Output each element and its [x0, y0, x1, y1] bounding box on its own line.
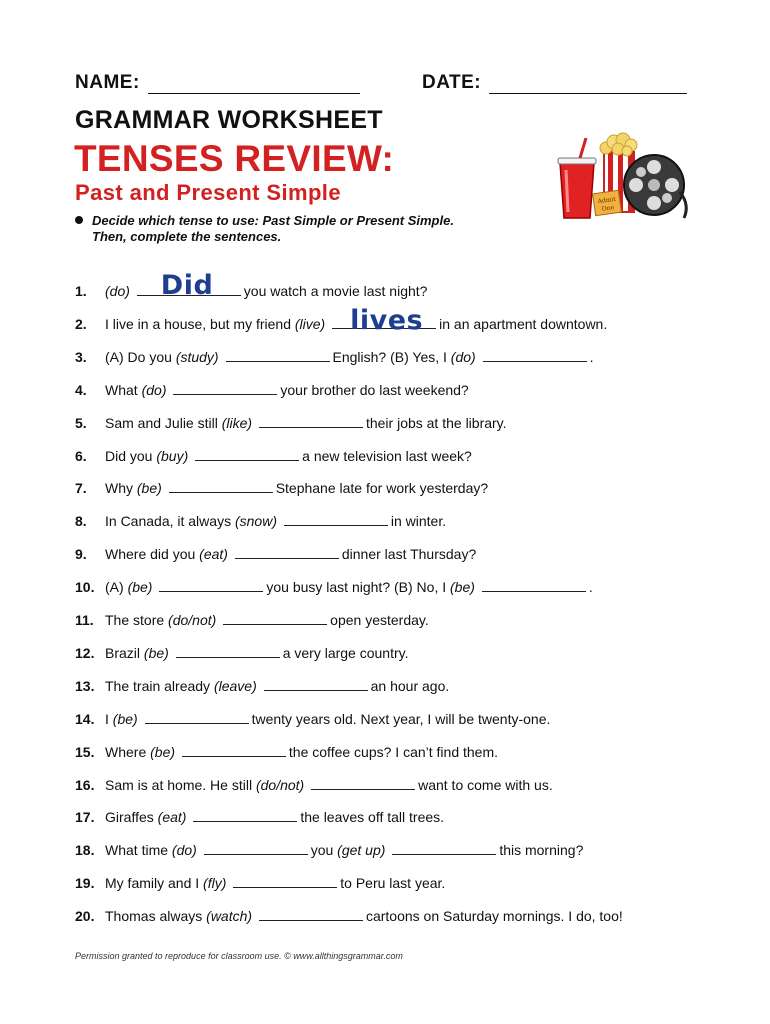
instructions-line-1: Decide which tense to use: Past Simple or Present Simple.: [92, 213, 454, 228]
instructions-line-2: Then, complete the sentences.: [92, 229, 282, 244]
question-row: [75, 477, 488, 499]
question-number: 10.: [75, 579, 95, 596]
question-text: their jobs at the library.: [365, 414, 507, 431]
question-row: [75, 543, 476, 565]
date-label: DATE:: [422, 72, 482, 93]
question-row: [75, 839, 583, 861]
question-text: (A): [105, 579, 124, 596]
question-text: you busy last night? (B) No, I: [266, 579, 447, 596]
question-text: Brazil: [105, 644, 141, 661]
question-row: [75, 675, 449, 697]
question-row: [75, 642, 409, 664]
verb-hint: (be): [136, 480, 162, 497]
question-number: 1.: [75, 283, 87, 299]
verb-hint: (do/not): [168, 612, 217, 628]
verb-hint: (watch): [206, 908, 253, 925]
answer-blank[interactable]: [483, 347, 587, 362]
question-text: this morning?: [499, 842, 584, 859]
question-row: [75, 741, 498, 763]
question-row: [75, 576, 593, 598]
date-field: [422, 72, 687, 94]
question-number: 8.: [75, 513, 87, 530]
question-text: you: [310, 842, 334, 859]
question-text: Where: [105, 743, 147, 760]
question-text: My family and I: [105, 875, 200, 892]
question-number: 14.: [75, 710, 95, 727]
question-text: you watch a movie last night?: [243, 283, 428, 299]
soda-cup-icon: [558, 138, 596, 218]
verb-hint: (like): [221, 414, 253, 431]
worksheet-title: GRAMMAR WORKSHEET: [75, 106, 383, 134]
answer-blank[interactable]: [169, 478, 273, 493]
question-text: Where did you: [105, 546, 196, 563]
question-text: want to come with us.: [418, 776, 553, 793]
question-row: [75, 872, 445, 894]
question-text: Thomas always: [105, 908, 203, 925]
question-row: [75, 379, 469, 401]
date-line[interactable]: [489, 75, 687, 94]
answer-blank[interactable]: [264, 676, 368, 691]
verb-hint: (do): [105, 283, 130, 299]
verb-hint: (get up): [337, 842, 386, 859]
question-text: Why: [105, 480, 133, 497]
verb-hint: (do/not): [255, 776, 305, 793]
question-number: 18.: [75, 842, 95, 859]
verb-hint: (study): [175, 348, 219, 365]
question-number: 2.: [75, 315, 87, 332]
verb-hint: (snow): [234, 513, 277, 530]
question-number: 16.: [75, 776, 95, 793]
verb-hint: (fly): [203, 875, 227, 892]
question-text: .: [589, 348, 594, 365]
question-text: The store: [105, 612, 165, 628]
question-text: Sam and Julie still: [105, 414, 218, 431]
question-row: [75, 270, 428, 302]
answer-blank[interactable]: [233, 873, 337, 888]
answer-blank[interactable]: [195, 446, 299, 461]
answer-blank[interactable]: [204, 840, 308, 855]
question-text: The train already: [105, 677, 211, 694]
question-text: Did you: [105, 447, 153, 464]
question-text: .: [588, 579, 593, 596]
question-text: Stephane late for work yesterday?: [275, 480, 489, 497]
answer-blank[interactable]: [284, 511, 388, 526]
answer-blank[interactable]: [259, 906, 363, 921]
question-text: your brother do last weekend?: [280, 381, 469, 398]
verb-hint: (live): [294, 315, 326, 332]
question-text: the coffee cups? I can’t find them.: [288, 743, 499, 760]
answer-blank[interactable]: [482, 577, 586, 592]
verb-hint: (be): [143, 644, 169, 661]
verb-hint: (eat): [199, 546, 228, 563]
question-number: 6.: [75, 447, 87, 464]
answer-blank[interactable]: [223, 610, 327, 625]
movie-snacks-illustration: [552, 130, 692, 230]
answer-blank[interactable]: [259, 413, 363, 428]
answer-blank[interactable]: [159, 577, 263, 592]
question-number: 7.: [75, 480, 87, 497]
question-text: in winter.: [390, 513, 447, 530]
verb-hint: (be): [150, 743, 176, 760]
question-text: What time: [105, 842, 169, 859]
question-text: in an apartment downtown.: [439, 315, 608, 332]
question-row: [75, 445, 472, 467]
question-row: [75, 806, 444, 828]
verb-hint: (do): [171, 842, 197, 859]
question-text: I: [105, 710, 109, 727]
question-number: 5.: [75, 414, 87, 431]
main-title: TENSES REVIEW:: [74, 138, 395, 179]
answer-blank[interactable]: [392, 840, 496, 855]
question-number: 17.: [75, 809, 95, 826]
question-number: 20.: [75, 908, 95, 925]
verb-hint: (do): [141, 381, 167, 398]
verb-hint: (be): [127, 579, 153, 596]
subtitle: Past and Present Simple: [75, 180, 341, 205]
ticket-icon: [593, 190, 622, 215]
bullet-icon: [75, 216, 83, 224]
question-text: In Canada, it always: [105, 513, 232, 530]
question-row: [75, 609, 429, 631]
question-text: Giraffes: [105, 809, 154, 826]
ticket-text-1: Admit: [597, 195, 617, 206]
question-row: [75, 510, 446, 532]
question-text: I live in a house, but my friend: [105, 315, 291, 332]
question-number: 11.: [75, 612, 94, 628]
question-row: [75, 905, 623, 927]
question-text: a very large country.: [282, 644, 409, 661]
question-text: What: [105, 381, 138, 398]
question-number: 15.: [75, 743, 95, 760]
question-number: 9.: [75, 546, 87, 563]
answer-blank[interactable]: [137, 270, 241, 301]
header-row: [75, 72, 695, 102]
handwritten-answer: Did: [160, 270, 214, 301]
verb-hint: (buy): [156, 447, 189, 464]
question-row: [75, 774, 553, 796]
handwritten-answer: lives: [350, 304, 424, 336]
question-number: 4.: [75, 381, 87, 398]
question-number: 12.: [75, 644, 95, 661]
question-text: an hour ago.: [370, 677, 450, 694]
name-line[interactable]: [148, 75, 360, 94]
question-text: (A) Do you: [105, 348, 172, 365]
answer-blank[interactable]: [332, 304, 436, 336]
question-number: 13.: [75, 677, 95, 694]
answer-blank[interactable]: [226, 347, 330, 362]
answer-blank[interactable]: [235, 544, 339, 559]
name-field: [75, 72, 360, 94]
question-text: English? (B) Yes, I: [332, 348, 447, 365]
question-text: open yesterday.: [330, 612, 429, 628]
instructions-text: [92, 213, 522, 245]
verb-hint: (leave): [213, 677, 257, 694]
question-text: twenty years old. Next year, I will be twenty-one.: [251, 710, 551, 727]
ticket-text-2: One: [601, 204, 615, 213]
answer-blank[interactable]: [193, 807, 297, 822]
verb-hint: (do): [450, 348, 476, 365]
question-row: [75, 708, 550, 730]
name-label: NAME:: [75, 72, 140, 93]
verb-hint: (eat): [157, 809, 187, 826]
question-row: [75, 412, 507, 434]
question-row: [75, 346, 593, 368]
footer-credit: Permission granted to reproduce for classroom use. © www.allthingsgrammar.com: [75, 951, 403, 961]
question-text: Sam is at home. He still: [105, 776, 253, 793]
question-number: 19.: [75, 875, 95, 892]
question-row: [75, 304, 608, 336]
verb-hint: (be): [450, 579, 475, 596]
question-text: cartoons on Saturday mornings. I do, too!: [365, 908, 623, 925]
verb-hint: (be): [112, 710, 138, 727]
answer-blank[interactable]: [145, 709, 249, 724]
question-text: the leaves off tall trees.: [300, 809, 445, 826]
answer-blank[interactable]: [182, 742, 286, 757]
question-number: 3.: [75, 348, 87, 365]
question-text: a new television last week?: [302, 447, 472, 464]
answer-blank[interactable]: [176, 643, 280, 658]
question-text: to Peru last year.: [340, 875, 446, 892]
answer-blank[interactable]: [173, 380, 277, 395]
answer-blank[interactable]: [311, 775, 415, 790]
question-text: dinner last Thursday?: [341, 546, 477, 563]
